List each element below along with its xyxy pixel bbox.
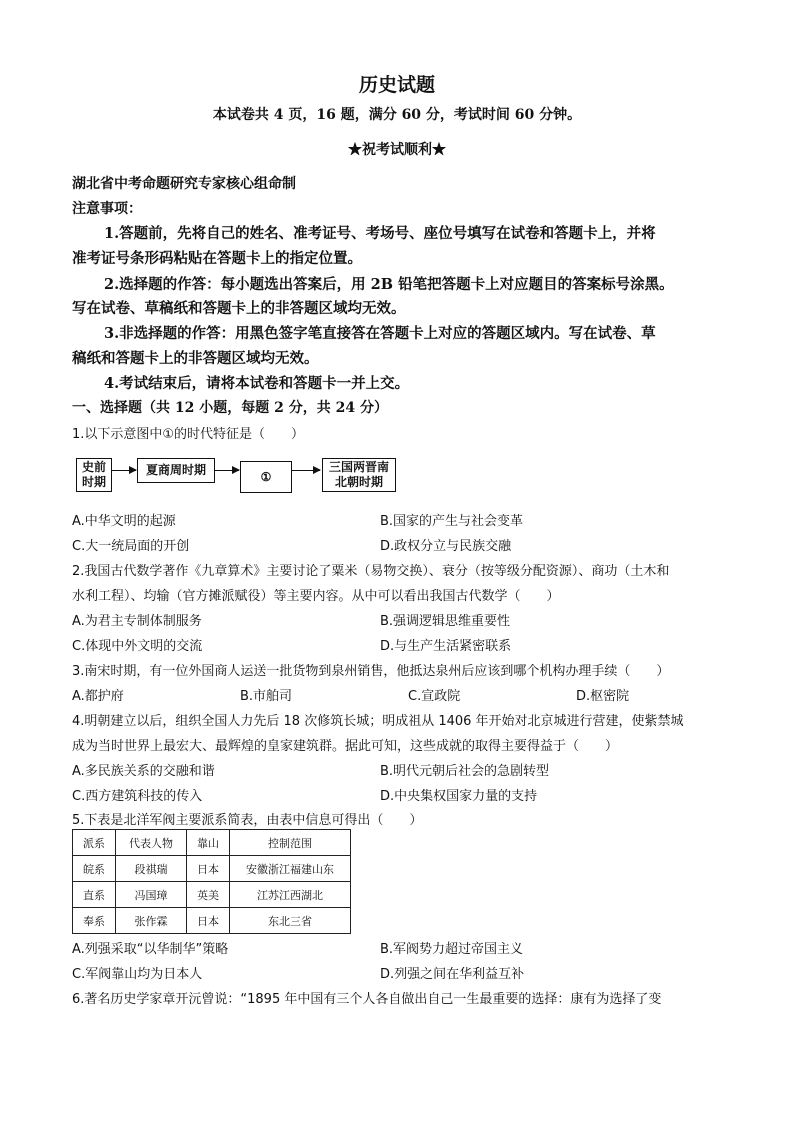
timeline-box-blank: ①	[240, 461, 292, 493]
question-6-stem: 6.著名历史学家章开沅曾说：“1895 年中国有三个人各自做出自己一生最重要的选择：康有为选择了变	[72, 992, 662, 1007]
note-line-3: 2.选择题的作答：每小题选出答案后，用 2B 铅笔把答题卡上对应题目的答案标号涂黑。	[104, 276, 674, 293]
exam-subtitle: 本试卷共 4 页，16 题，满分 60 分，考试时间 60 分钟。	[212, 107, 582, 123]
note-line-7: 4.考试结束后，请将本试卷和答题卡一并上交。	[104, 375, 410, 392]
organizer-line: 湖北省中考命题研究专家核心组命制	[72, 176, 296, 192]
q3-option-b: B.市舶司	[240, 689, 293, 704]
q5-option-d: D.列强之间在华利益互补	[380, 967, 525, 982]
note-line-5: 3.非选择题的作答：用黑色签字笔直接答在答题卡上对应的答题区域内。写在试卷、草	[104, 325, 656, 342]
q2-option-a: A.为君主专制体制服务	[72, 614, 202, 629]
table-cell: 英美	[187, 882, 230, 908]
question-1-stem: 1.以下示意图中①的时代特征是（ ）	[72, 427, 305, 442]
q1-option-d: D.政权分立与民族交融	[380, 539, 512, 554]
table-cell: 段祺瑞	[116, 856, 187, 882]
table-header-cell: 代表人物	[116, 830, 187, 856]
timeline-box-prehistoric: 史前 时期	[76, 458, 112, 492]
note-line-2: 准考证号条形码粘贴在答题卡上的指定位置。	[72, 250, 362, 267]
q5-option-b: B.军阀势力超过帝国主义	[380, 942, 524, 957]
q4-option-d: D.中央集权国家力量的支持	[380, 789, 538, 804]
q5-option-a: A.列强采取“以华制华”策略	[72, 942, 229, 957]
warlord-table	[72, 829, 351, 934]
table-cell: 奉系	[73, 908, 116, 934]
q1-option-b: B.国家的产生与社会变革	[380, 514, 524, 529]
q3-option-a: A.都护府	[72, 689, 124, 704]
table-cell: 日本	[187, 856, 230, 882]
question-2-stem-line-1: 2.我国古代数学著作《九章算术》主要讨论了粟米（易物交换）、衰分（按等级分配资源）、商功（土木和	[72, 564, 670, 579]
good-luck-line: ★祝考试顺利★	[348, 142, 446, 158]
q1-option-a: A.中华文明的起源	[72, 514, 176, 529]
table-cell: 皖系	[73, 856, 116, 882]
table-row	[73, 882, 351, 908]
question-3-stem: 3.南宋时期，有一位外国商人运送一批货物到泉州销售，他抵达泉州后应该到哪个机构办理手续（ ）	[72, 664, 670, 679]
q2-option-b: B.强调逻辑思维重要性	[380, 614, 511, 629]
table-cell: 日本	[187, 908, 230, 934]
table-cell: 东北三省	[230, 908, 351, 934]
table-row	[73, 856, 351, 882]
table-header-cell: 靠山	[187, 830, 230, 856]
table-header-row	[73, 830, 351, 856]
note-line-6: 稿纸和答题卡上的非答题区域均无效。	[72, 350, 319, 367]
q5-option-c: C.军阀靠山均为日本人	[72, 967, 203, 982]
q4-option-a: A.多民族关系的交融和谐	[72, 764, 215, 779]
table-cell: 张作霖	[116, 908, 187, 934]
table-cell: 江苏江西湖北	[230, 882, 351, 908]
section-heading: 一、选择题（共 12 小题，每题 2 分，共 24 分）	[72, 400, 388, 416]
table-header-cell: 控制范围	[230, 830, 351, 856]
timeline-arrow	[215, 470, 239, 471]
q3-option-c: C.宣政院	[408, 689, 461, 704]
q2-option-c: C.体现中外文明的交流	[72, 639, 203, 654]
note-line-1: 1.答题前，先将自己的姓名、准考证号、考场号、座位号填写在试卷和答题卡上，并将	[104, 225, 656, 242]
question-5-stem: 5.下表是北洋军阀主要派系简表，由表中信息可得出（ ）	[72, 813, 423, 828]
question-4-stem-line-1: 4.明朝建立以后，组织全国人力先后 18 次修筑长城；明成祖从 1406 年开始对北京城进行营建，使紫禁城	[72, 714, 684, 729]
notes-heading: 注意事项：	[72, 201, 142, 217]
q4-option-c: C.西方建筑科技的传入	[72, 789, 203, 804]
q4-option-b: B.明代元朝后社会的急剧转型	[380, 764, 550, 779]
timeline-arrow	[112, 470, 136, 471]
q2-option-d: D.与生产生活紧密联系	[380, 639, 512, 654]
timeline-box-xia-shang-zhou: 夏商周时期	[137, 458, 215, 483]
table-cell: 安徽浙江福建山东	[230, 856, 351, 882]
exam-title: 历史试题	[358, 74, 435, 96]
q3-option-d: D.枢密院	[576, 689, 630, 704]
table-header-cell: 派系	[73, 830, 116, 856]
question-4-stem-line-2: 成为当时世界上最宏大、最辉煌的皇家建筑群。据此可知，这些成就的取得主要得益于（ ）	[72, 739, 619, 754]
question-2-stem-line-2: 水利工程）、均输（官方摊派赋役）等主要内容。从中可以看出我国古代数学（ ）	[72, 589, 560, 604]
table-row	[73, 908, 351, 934]
timeline-box-three-kingdoms: 三国两晋南 北朝时期	[322, 458, 396, 492]
table-cell: 冯国璋	[116, 882, 187, 908]
table-cell: 直系	[73, 882, 116, 908]
q1-option-c: C.大一统局面的开创	[72, 539, 190, 554]
note-line-4: 写在试卷、草稿纸和答题卡上的非答题区域均无效。	[72, 300, 406, 317]
timeline-arrow	[292, 470, 320, 471]
